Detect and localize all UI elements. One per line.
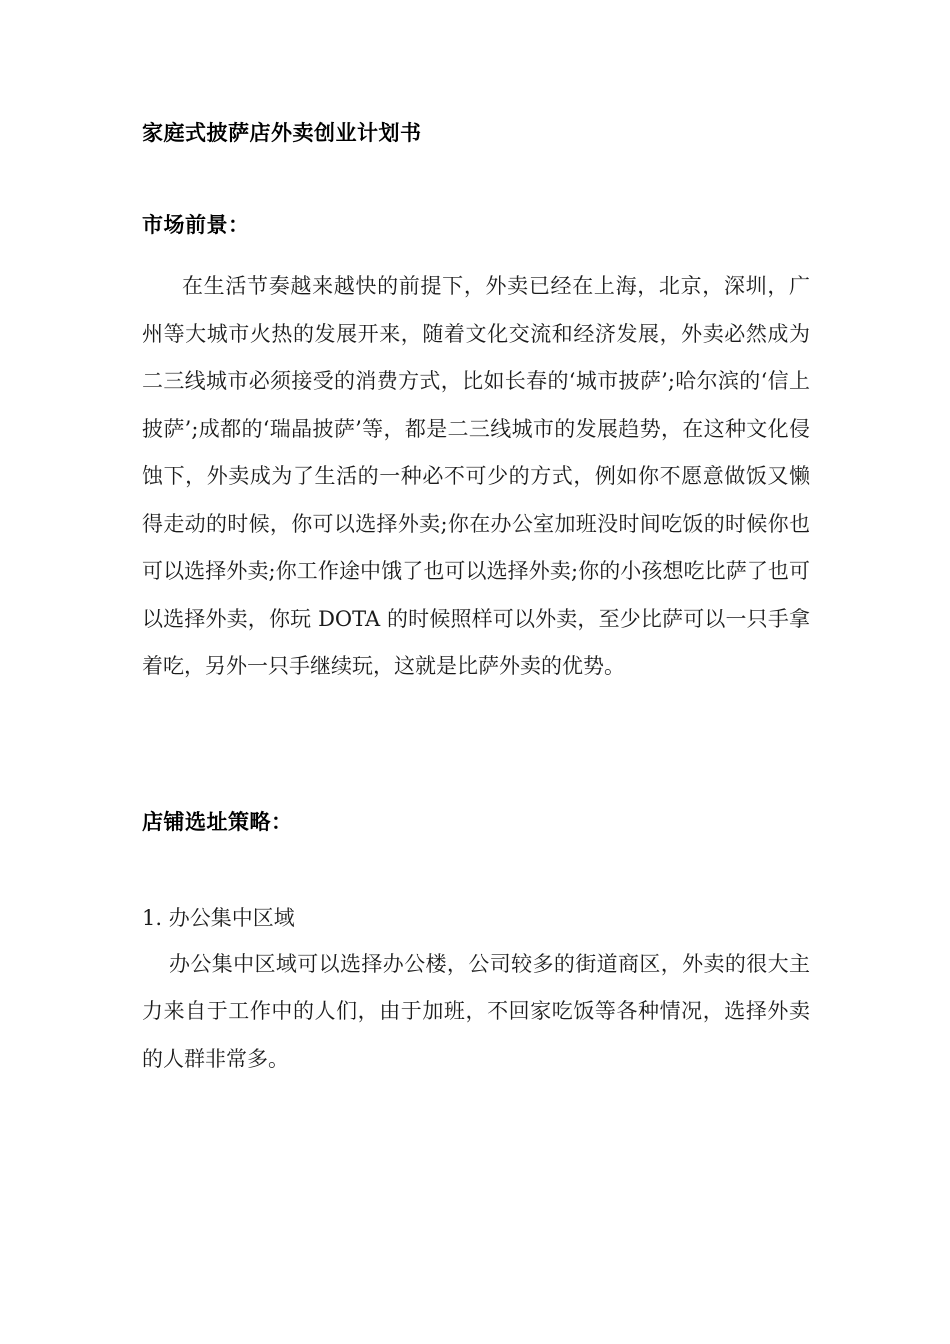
section-heading-location-strategy: 店铺选址策略： (142, 808, 293, 834)
page-title: 家庭式披萨店外卖创业计划书 (142, 120, 422, 145)
document-content (142, 0, 810, 1083)
paragraph-market-outlook: 在生活节奏越来越快的前提下，外卖已经在上海，北京，深圳，广州等大城市火热的发展开来，随着文化交流和经济发展，外卖必然成为二三线城市必须接受的消费方式，比如长春的‘城市披萨’;哈尔滨的‘信上披萨’;成都的‘瑞晶披萨’等，都是二三线城市的发展趋势，在这种文化侵蚀下，外卖成为了生活的一种必不可少的方式，例如你不愿意做饭又懒得走动的时候，你可以选择外卖;你在办公室加班没时间吃饭的时候你也可以选择外卖;你工作途中饿了也可以选择外卖;你的小孩想吃比萨了也可以选择外卖，你玩 DOTA 的时候照样可以外卖，至少比萨可以一只手拿着吃，另外一只手继续玩，这就是比萨外卖的优势。 (142, 274, 810, 678)
paragraph-office-district: 办公集中区域可以选择办公楼，公司较多的街道商区，外卖的很大主力来自于工作中的人们，由于加班，不回家吃饭等各种情况，选择外卖的人群非常多。 (142, 951, 810, 1071)
list-item: 1. 办公集中区域 (142, 905, 295, 930)
section-heading-market-outlook: 市场前景： (142, 212, 250, 237)
